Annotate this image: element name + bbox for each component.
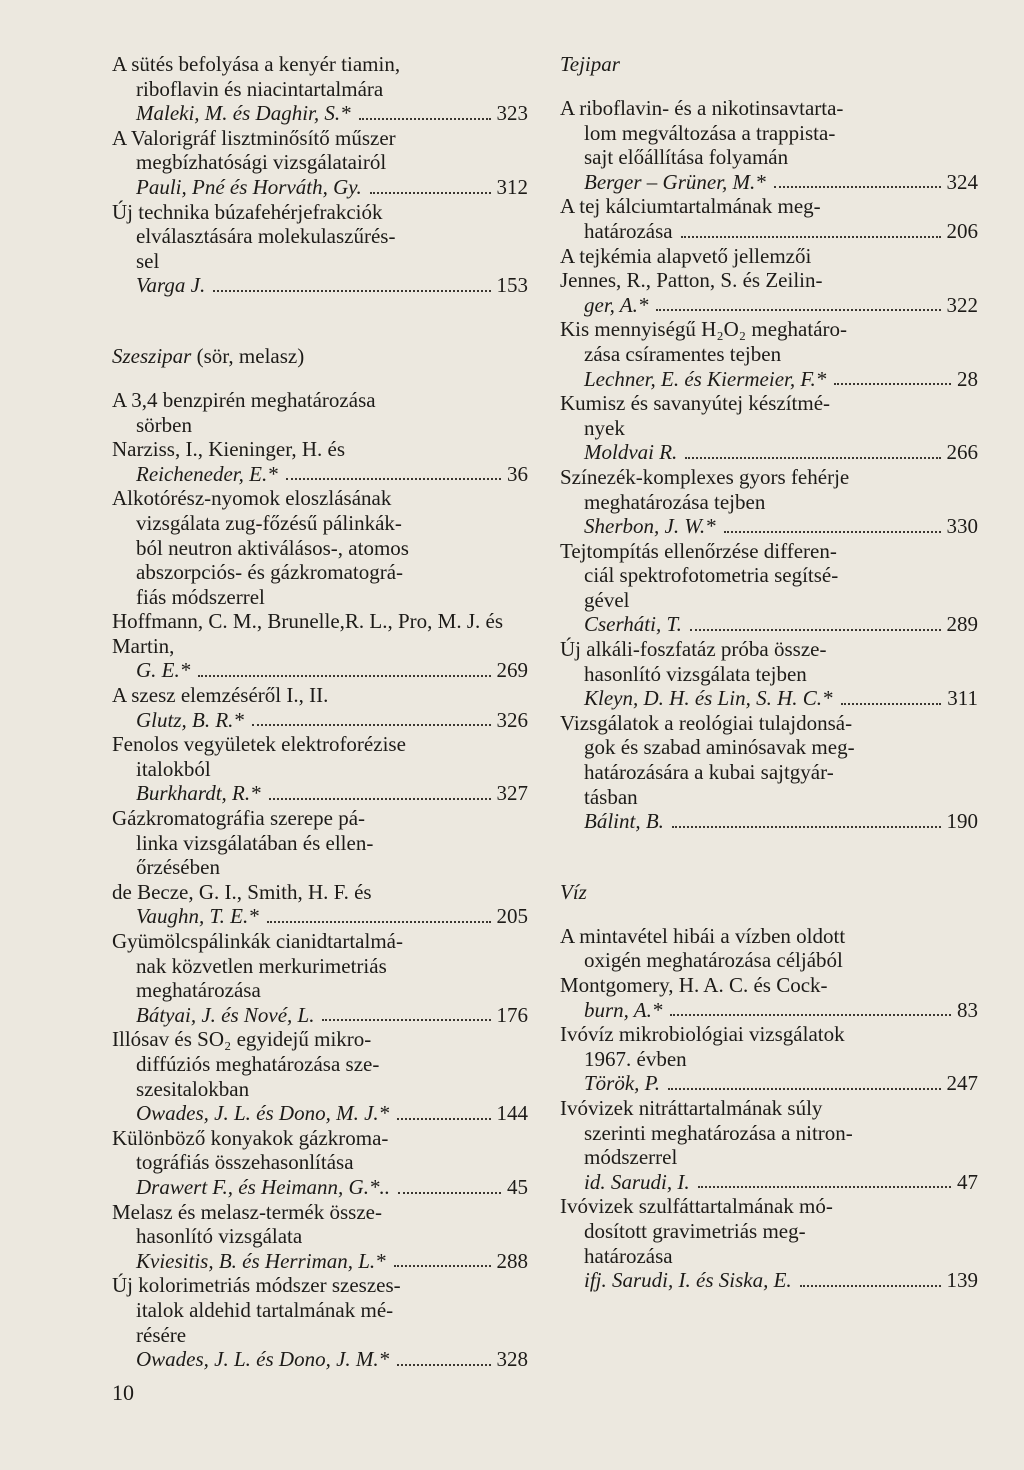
- page-ref: 144: [496, 1101, 528, 1126]
- entry-title: [560, 391, 978, 440]
- entry-title: [560, 1022, 978, 1071]
- title-line: hasonlító vizsgálata tejben: [584, 661, 807, 686]
- entry-title: [112, 1273, 528, 1347]
- index-entry: [112, 1273, 528, 1371]
- title-line: ból neutron aktiválásos-, atomos: [136, 535, 409, 560]
- index-entry: [560, 96, 978, 194]
- author-name: Varga J.: [136, 273, 206, 298]
- dot-leader: [322, 1019, 490, 1021]
- author-row: [112, 273, 528, 298]
- title-line: módszerrel: [584, 1145, 678, 1170]
- section-label: Tejipar: [560, 52, 620, 76]
- index-entry: [112, 1126, 528, 1200]
- author-row: [560, 1170, 978, 1195]
- page-ref: 206: [946, 218, 978, 243]
- author-line: de Becze, G. I., Smith, H. F. és: [112, 879, 372, 904]
- title-line: Új technika búzafehérjefrakciók: [112, 199, 383, 224]
- author-row: [560, 170, 978, 195]
- author-row: [112, 658, 528, 683]
- dot-leader: [370, 192, 491, 194]
- index-entry: [112, 732, 528, 806]
- title-line: Tejtompítás ellenőrzése differen-: [560, 538, 837, 563]
- title-line: Vizsgálatok a reológiai tulajdonsá-: [560, 710, 853, 735]
- index-entry: [560, 317, 978, 391]
- title-line: Ivóvizek nitráttartalmának súly: [560, 1095, 823, 1120]
- author-row: [112, 708, 528, 733]
- title-line: diffúziós meghatározása sze-: [136, 1051, 380, 1076]
- entry-title: [112, 200, 528, 274]
- page-ref: 47: [957, 1169, 978, 1194]
- author-row: [112, 101, 528, 126]
- author-name: határozása: [584, 218, 673, 243]
- entry-title: [112, 1027, 528, 1101]
- author-line: Jennes, R., Patton, S. és Zeilin-: [560, 268, 823, 293]
- title-line: ciál spektrofotometria segítsé-: [584, 563, 839, 588]
- title-line: nyek: [584, 415, 625, 440]
- title-line: sörben: [136, 412, 192, 437]
- page-ref: 328: [496, 1347, 528, 1372]
- title-line: szerinti meghatározása a nitron-: [584, 1120, 853, 1145]
- author-name: Pauli, Pné és Horváth, Gy.: [136, 174, 362, 199]
- dot-leader: [198, 675, 490, 677]
- index-entry: [112, 683, 528, 732]
- page-ref: 324: [946, 169, 978, 194]
- dot-leader: [690, 629, 941, 631]
- title-line: A 3,4 benzpirén meghatározása: [112, 387, 376, 412]
- dot-leader: [269, 798, 491, 800]
- author-name: Cserháti, T.: [584, 612, 682, 637]
- author-name: Burkhardt, R.*: [136, 781, 261, 806]
- dot-leader: [398, 1192, 501, 1194]
- title-line: elválasztására molekulaszűrés-: [136, 224, 396, 249]
- entry-title: [560, 1096, 978, 1170]
- entry-title: [560, 96, 978, 170]
- title-line: szesitalokban: [136, 1076, 250, 1101]
- index-entry: [560, 637, 978, 711]
- title-line: oxigén meghatározása céljából: [584, 948, 843, 973]
- title-line: Gázkromatográfia szerepe pá-: [112, 806, 366, 831]
- dot-leader: [681, 236, 941, 238]
- dot-leader: [841, 703, 942, 705]
- title-line: Illósav és SO₂ egyidejű mikro-: [112, 1027, 372, 1052]
- entry-title: [112, 732, 528, 781]
- page-ref: 190: [946, 809, 978, 834]
- index-entry: [112, 388, 528, 486]
- page-ref: 45: [507, 1174, 528, 1199]
- title-line: 1967. évben: [584, 1046, 687, 1071]
- entry-title: [560, 194, 978, 219]
- author-row: [560, 219, 978, 244]
- title-line: Új kolorimetriás módszer szeszes-: [112, 1273, 401, 1298]
- index-entry: [112, 52, 528, 126]
- entry-title: [112, 683, 528, 708]
- page-ref: 269: [496, 658, 528, 683]
- dot-leader: [698, 1186, 951, 1188]
- left-column: [112, 52, 528, 1372]
- section-label: Szeszipar: [112, 343, 192, 368]
- title-line: Különböző konyakok gázkroma-: [112, 1125, 389, 1150]
- title-line: A mintavétel hibái a vízben oldott: [560, 923, 846, 948]
- section-subtitle: (sör, melasz): [191, 343, 305, 368]
- dot-leader: [394, 1265, 491, 1267]
- title-line: Új alkáli-foszfatáz próba össze-: [560, 637, 827, 662]
- author-row: [560, 440, 978, 465]
- page-ref: 176: [496, 1002, 528, 1027]
- title-line: meghatározása tejben: [584, 489, 766, 514]
- title-line: vizsgálata zug-főzésű pálinkák-: [136, 510, 402, 535]
- dot-leader: [774, 186, 941, 188]
- author-row: [112, 1347, 528, 1372]
- title-line: sel: [136, 248, 160, 273]
- entry-title: [560, 637, 978, 686]
- title-line: őrzésében: [136, 855, 220, 880]
- title-line: lom megváltozása a trappista-: [584, 120, 836, 145]
- section-heading: [112, 344, 528, 368]
- author-row: [112, 904, 528, 929]
- index-entry: [560, 465, 978, 539]
- entry-title: [560, 1194, 978, 1268]
- dot-leader: [656, 309, 940, 311]
- index-entry: [560, 539, 978, 637]
- title-line: abszorpciós- és gázkromatográ-: [136, 560, 404, 585]
- page-ref: 139: [946, 1268, 978, 1293]
- title-line: fiás módszerrel: [136, 584, 265, 609]
- index-entry: [560, 391, 978, 465]
- author-name: ger, A.*: [584, 292, 649, 317]
- author-row: [560, 293, 978, 318]
- page-ref: 323: [496, 101, 528, 126]
- title-line: riboflavin és niacintartalmára: [136, 76, 384, 101]
- entry-title: [560, 244, 978, 269]
- title-line: Ivóvizek szulfáttartalmának mó-: [560, 1194, 833, 1219]
- entry-title: [560, 539, 978, 613]
- entry-title: [560, 924, 978, 973]
- entry-title: [112, 52, 528, 101]
- author-name: ifj. Sarudi, I. és Siska, E.: [584, 1268, 792, 1293]
- title-line: italok aldehid tartalmának mé-: [136, 1297, 394, 1322]
- page-ref: 289: [946, 612, 978, 637]
- title-line: Alkotórész-nyomok eloszlásának: [112, 486, 392, 511]
- author-row: [560, 514, 978, 539]
- index-entry: [560, 1022, 978, 1096]
- title-line: Kumisz és savanyútej készítmé-: [560, 391, 831, 416]
- author-name: burn, A.*: [584, 997, 663, 1022]
- entry-title: [112, 1126, 528, 1175]
- entry-title: [560, 711, 978, 809]
- entry-title: [560, 317, 978, 366]
- dot-leader: [286, 478, 501, 480]
- entry-title: [560, 465, 978, 514]
- page-ref: 322: [946, 292, 978, 317]
- page-ref: 83: [957, 997, 978, 1022]
- author-line: Narziss, I., Kieninger, H. és: [112, 437, 346, 462]
- index-entry: [112, 929, 528, 1027]
- author-name: Lechner, E. és Kiermeier, F.*: [584, 366, 827, 391]
- author-name: Kviesitis, B. és Herriman, L.*: [136, 1248, 386, 1273]
- index-entry: [112, 1027, 528, 1125]
- author-name: Owades, J. L. és Dono, M. J.*: [136, 1101, 390, 1126]
- title-line: A tej kálciumtartalmának meg-: [560, 194, 821, 219]
- author-line: R. L., Pro, M. J. és Martin,: [112, 609, 504, 658]
- title-line: sajt előállítása folyamán: [584, 145, 789, 170]
- title-line: A sütés befolyása a kenyér tiamin,: [112, 52, 401, 76]
- title-line: gok és szabad aminósavak meg-: [584, 735, 855, 760]
- author-name: G. E.*: [136, 658, 191, 683]
- page-ref: 28: [957, 366, 978, 391]
- title-line: italokból: [136, 756, 211, 781]
- title-line: hasonlító vizsgálata: [136, 1224, 303, 1249]
- dot-leader: [672, 826, 941, 828]
- index-entry: [560, 1096, 978, 1194]
- dot-leader: [359, 118, 491, 120]
- title-line: résére: [136, 1322, 187, 1347]
- entry-title: [112, 1200, 528, 1249]
- section-label: Víz: [560, 879, 587, 904]
- title-line: Melasz és melasz-termék össze-: [112, 1199, 382, 1224]
- page-ref: 36: [507, 461, 528, 486]
- dot-leader: [397, 1364, 490, 1366]
- title-line: A tejkémia alapvető jellemzői: [560, 243, 812, 268]
- author-row: [112, 175, 528, 200]
- entry-title: [112, 929, 528, 1003]
- title-line: határozása: [584, 1243, 673, 1268]
- page-ref: 288: [496, 1248, 528, 1273]
- index-entry: [112, 126, 528, 200]
- title-line: Fenolos vegyületek elektroforézise: [112, 732, 406, 757]
- dot-leader: [834, 383, 951, 385]
- author-row: [112, 1249, 528, 1274]
- author-name: Reicheneder, E.*: [136, 461, 278, 486]
- index-entry: [560, 244, 978, 318]
- title-line: A szesz elemzéséről I., II.: [112, 683, 329, 708]
- page-ref: 312: [496, 174, 528, 199]
- author-row: [560, 1268, 978, 1293]
- title-line: dosított gravimetriás meg-: [584, 1218, 806, 1243]
- section-heading: [560, 880, 978, 904]
- title-line: linka vizsgálatában és ellen-: [136, 830, 374, 855]
- title-line: tográfiás összehasonlítása: [136, 1150, 354, 1175]
- page-ref: 153: [496, 273, 528, 298]
- entry-title: [112, 806, 528, 880]
- author-name: Török, P.: [584, 1071, 661, 1096]
- author-name: Glutz, B. R.*: [136, 707, 244, 732]
- author-row: [560, 1071, 978, 1096]
- page-ref: 311: [947, 686, 978, 711]
- section-heading: [560, 52, 978, 76]
- title-line: meghatározása: [136, 978, 261, 1003]
- title-line: gével: [584, 587, 630, 612]
- dot-leader: [397, 1118, 490, 1120]
- dot-leader: [252, 724, 491, 726]
- author-name: Vaughn, T. E.*: [136, 904, 259, 929]
- dot-leader: [668, 1088, 940, 1090]
- entry-title: [112, 486, 528, 609]
- dot-leader: [670, 1014, 951, 1016]
- index-entry: [560, 1194, 978, 1292]
- dot-leader: [800, 1285, 941, 1287]
- author-name: Bátyai, J. és Nové, L.: [136, 1002, 315, 1027]
- author-name: Bálint, B.: [584, 809, 664, 834]
- author-row: [112, 1003, 528, 1028]
- page-ref: 266: [946, 440, 978, 465]
- title-line: Gyümölcspálinkák cianidtartalmá-: [112, 929, 403, 953]
- page-number: 10: [112, 1380, 134, 1405]
- author-row: [112, 1101, 528, 1126]
- title-line: nak közvetlen merkurimetriás: [136, 953, 387, 978]
- index-entry: [112, 486, 528, 683]
- index-entry: [560, 924, 978, 1022]
- author-name: Drawert F., és Heimann, G.*..: [136, 1174, 390, 1199]
- title-line: megbízhatósági vizsgálatairól: [136, 150, 387, 175]
- page-ref: 330: [946, 514, 978, 539]
- index-entry: [112, 806, 528, 929]
- title-line: Ivóvíz mikrobiológiai vizsgálatok: [560, 1022, 845, 1047]
- index-entry: [560, 194, 978, 243]
- dot-leader: [685, 457, 940, 459]
- page-ref: 247: [946, 1071, 978, 1096]
- author-row: [112, 1175, 528, 1200]
- title-line: Kis mennyiségű H₂O₂ meghatáro-: [560, 317, 847, 342]
- author-row: [560, 686, 978, 711]
- dot-leader: [213, 290, 490, 292]
- author-line: Montgomery, H. A. C. és Cock-: [560, 973, 828, 997]
- page-ref: 327: [496, 781, 528, 806]
- dot-leader: [267, 921, 491, 923]
- author-name: id. Sarudi, I.: [584, 1169, 690, 1194]
- title-line: Színezék-komplexes gyors fehérje: [560, 464, 850, 489]
- page-ref: 326: [496, 707, 528, 732]
- title-line: A riboflavin- és a nikotinsavtarta-: [560, 96, 844, 120]
- author-row: [112, 781, 528, 806]
- author-row: [560, 809, 978, 834]
- author-row: [560, 998, 978, 1023]
- author-name: Owades, J. L. és Dono, J. M.*: [136, 1347, 390, 1372]
- author-row: [560, 367, 978, 392]
- index-entry: [112, 1200, 528, 1274]
- dot-leader: [724, 531, 941, 533]
- author-row: [560, 612, 978, 637]
- entry-title: [112, 388, 528, 437]
- author-name: Moldvai R.: [584, 440, 678, 465]
- author-line: Hoffmann, C. M., Brunelle,: [112, 609, 345, 634]
- author-row: [112, 462, 528, 487]
- title-line: határozására a kubai sajtgyár-: [584, 760, 834, 785]
- title-line: A Valorigráf lisztminősítő műszer: [112, 125, 396, 150]
- author-name: Maleki, M. és Daghir, S.*: [136, 101, 351, 126]
- author-name: Kleyn, D. H. és Lin, S. H. C.*: [584, 686, 833, 711]
- author-name: Berger – Grüner, M.*: [584, 169, 766, 194]
- index-entry: [560, 711, 978, 834]
- title-line: zása csíramentes tejben: [584, 341, 782, 366]
- entry-title: [112, 126, 528, 175]
- index-entry: [112, 200, 528, 298]
- right-column: [560, 52, 978, 1293]
- title-line: tásban: [584, 784, 638, 809]
- page-ref: 205: [496, 904, 528, 929]
- author-name: Sherbon, J. W.*: [584, 514, 716, 539]
